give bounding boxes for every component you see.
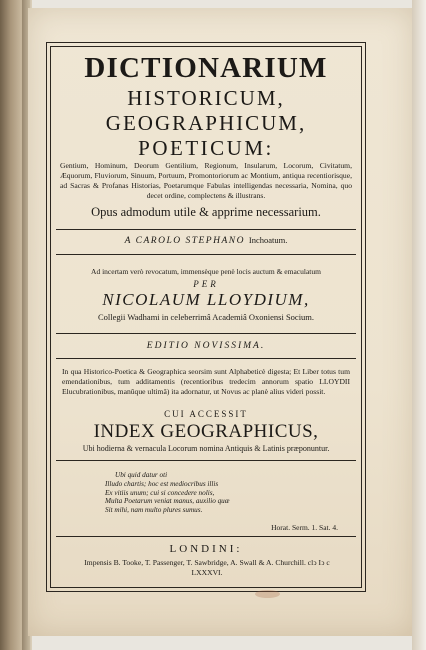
motto: Opus admodum utile & apprime necessarium. <box>91 205 321 219</box>
ink-stain <box>255 590 280 598</box>
quote-line: Ubi quid datur oti <box>115 471 168 479</box>
rule-divider <box>56 229 356 230</box>
per-label: PER <box>193 279 219 289</box>
rule-divider <box>56 460 356 461</box>
horace-quote <box>105 471 305 515</box>
index-title: INDEX GEOGRAPHICUS, <box>93 421 319 442</box>
author-suffix: Inchoatum. <box>248 235 288 245</box>
quote-line: Sit mihi, nam multo plures sumus. <box>105 506 203 515</box>
quote-line: Ex vitiis unum; cui si concedere nolis, <box>105 488 215 497</box>
quote-source: Horat. Serm. 1. Sat. 4. <box>271 523 338 532</box>
title-line-2: HISTORICUM, <box>127 86 285 110</box>
title-line-3: GEOGRAPHICUM, <box>105 111 307 135</box>
title-line-4: POETICUM: <box>138 136 274 160</box>
imprint-city: LONDINI: <box>169 543 243 555</box>
title-line-1: DICTIONARIUM <box>84 52 328 84</box>
imprint-publishers: Impensis B. Tooke, T. Passenger, T. Sawbridge, A. Swall & A. Churchill. clↄ Iↄ c LXXXVI. <box>84 558 330 577</box>
index-subtitle: Ubi hodierna & vernacula Locorum nomina Antiquis & Latinis præponuntur. <box>82 444 330 453</box>
quote-line: Multa Poetarum veniat manus, auxilio quæ <box>105 497 230 506</box>
rule-divider <box>56 254 356 255</box>
college-line: Collegii Wadhami in celeberrimâ Academiâ Oxoniensi Socium. <box>97 312 315 322</box>
editor-name: NICOLAUM LLOYDIUM, <box>102 290 310 309</box>
rule-divider <box>56 358 356 359</box>
author-line <box>56 235 356 246</box>
quote-line: Illudo chartis; hoc est mediocribus illis <box>105 479 219 488</box>
edition-paragraph: In qua Historico-Poetica & Geographica seorsim sunt Alphabeticè digesta; Et Liber totus tum emendationibus, tum additamentis (recentioribus tredecim annorum spatio LLOYDII Elucubrationibus, manûque ultimâ) ita adornatur, ut Novus ac planè alius videri possit. <box>62 367 350 396</box>
page-edge <box>412 0 426 650</box>
author-name: A CAROLO STEPHANO <box>124 236 245 246</box>
rule-divider <box>56 536 356 537</box>
revision-note: Ad incertam verò revocatum, immensèque penè locis auctum & emaculatum <box>91 267 321 276</box>
description-paragraph: Gentium, Hominum, Deorum Gentilium, Regionum, Insularum, Locorum, Civitatum, Æquorum, Fluviorum, Sinuum, Portuum, Promontoriorum ac Montium, antiqua recentiorisque, ad Sacras & Profanas Historias, Poetarumque Fabulas intelligendas necessaria, Nomina, quo decet ordine, complectens & illustrans. <box>60 161 352 200</box>
accessit-label: CUI ACCESSIT <box>164 409 248 419</box>
rule-divider <box>56 333 356 334</box>
edition-label: EDITIO NOVISSIMA. <box>146 341 266 351</box>
